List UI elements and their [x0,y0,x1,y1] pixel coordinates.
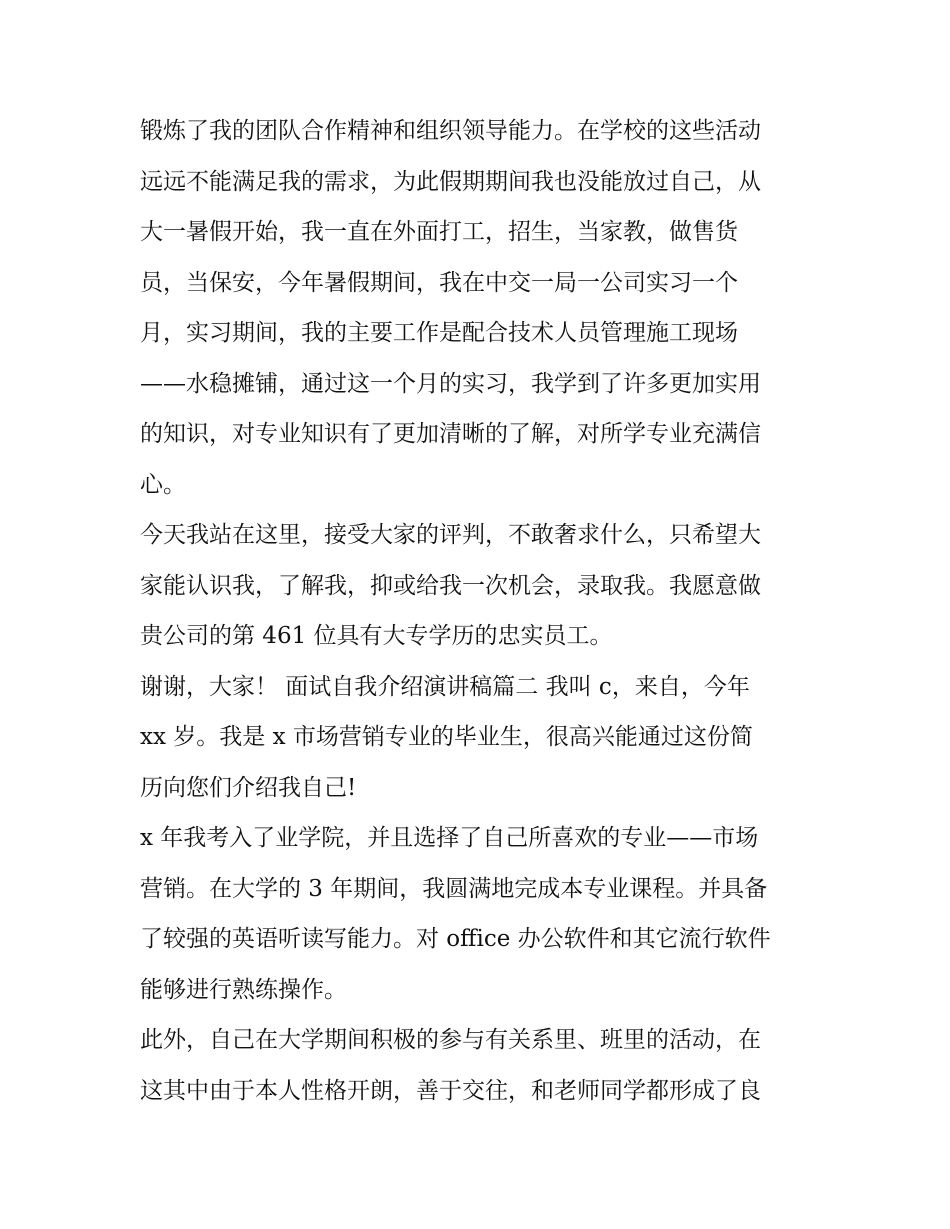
text-line: 这其中由于本人性格开朗，善于交往，和老师同学都形成了良 [140,1077,761,1104]
text-line: 心。 [140,471,186,498]
text-line: 了较强的英语听读写能力。对 office 办公软件和其它流行软件 [140,926,771,952]
text-line: 能够进行熟练操作。 [140,976,347,1003]
text-line: 月，实习期间，我的主要工作是配合技术人员管理施工现场 [140,320,738,346]
text-line: 锻炼了我的团队合作精神和组织领导能力。在学校的这些活动 [140,118,761,144]
paragraph-education [140,813,815,1015]
text-line: 历向您们介绍我自己! [140,774,357,801]
text-line: xx 岁。我是 x 市场营销专业的毕业生，很高兴能通过这份简 [140,724,753,750]
text-line: 贵公司的第 461 位具有大专学历的忠实员工。 [140,623,613,649]
text-line: 家能认识我，了解我，抑或给我一次机会，录取我。我愿意做 [140,572,761,599]
paragraph-closing [140,510,815,662]
text-line: 营销。在大学的 3 年期间，我圆满地完成本专业课程。并具备 [140,875,768,902]
text-line: ——水稳摊铺，通过这一个月的实习，我学到了许多更加实用 [140,370,761,397]
text-line: x 年我考入了业学院，并且选择了自己所喜欢的专业——市场 [140,825,759,851]
text-line: 大一暑假开始，我一直在外面打工，招生，当家教，做售货 [140,219,738,245]
paragraph-internship [140,106,815,510]
text-line: 谢谢，大家！ 面试自我介绍演讲稿篇二 我叫 c，来自，今年 [140,673,750,700]
text-line: 员，当保安，今年暑假期间，我在中交一局一公司实习一个 [140,269,738,296]
text-line: 的知识，对专业知识有了更加清晰的了解，对所学专业充满信 [140,421,761,447]
text-line: 远远不能满足我的需求，为此假期期间我也没能放过自己，从 [140,168,761,195]
paragraph-intro-two [140,662,815,814]
paragraph-activities [140,1015,815,1116]
text-line: 此外，自己在大学期间积极的参与有关系里、班里的活动，在 [140,1027,761,1053]
text-line: 今天我站在这里，接受大家的评判，不敢奢求什么，只希望大 [140,522,761,548]
document-body [140,106,815,1116]
